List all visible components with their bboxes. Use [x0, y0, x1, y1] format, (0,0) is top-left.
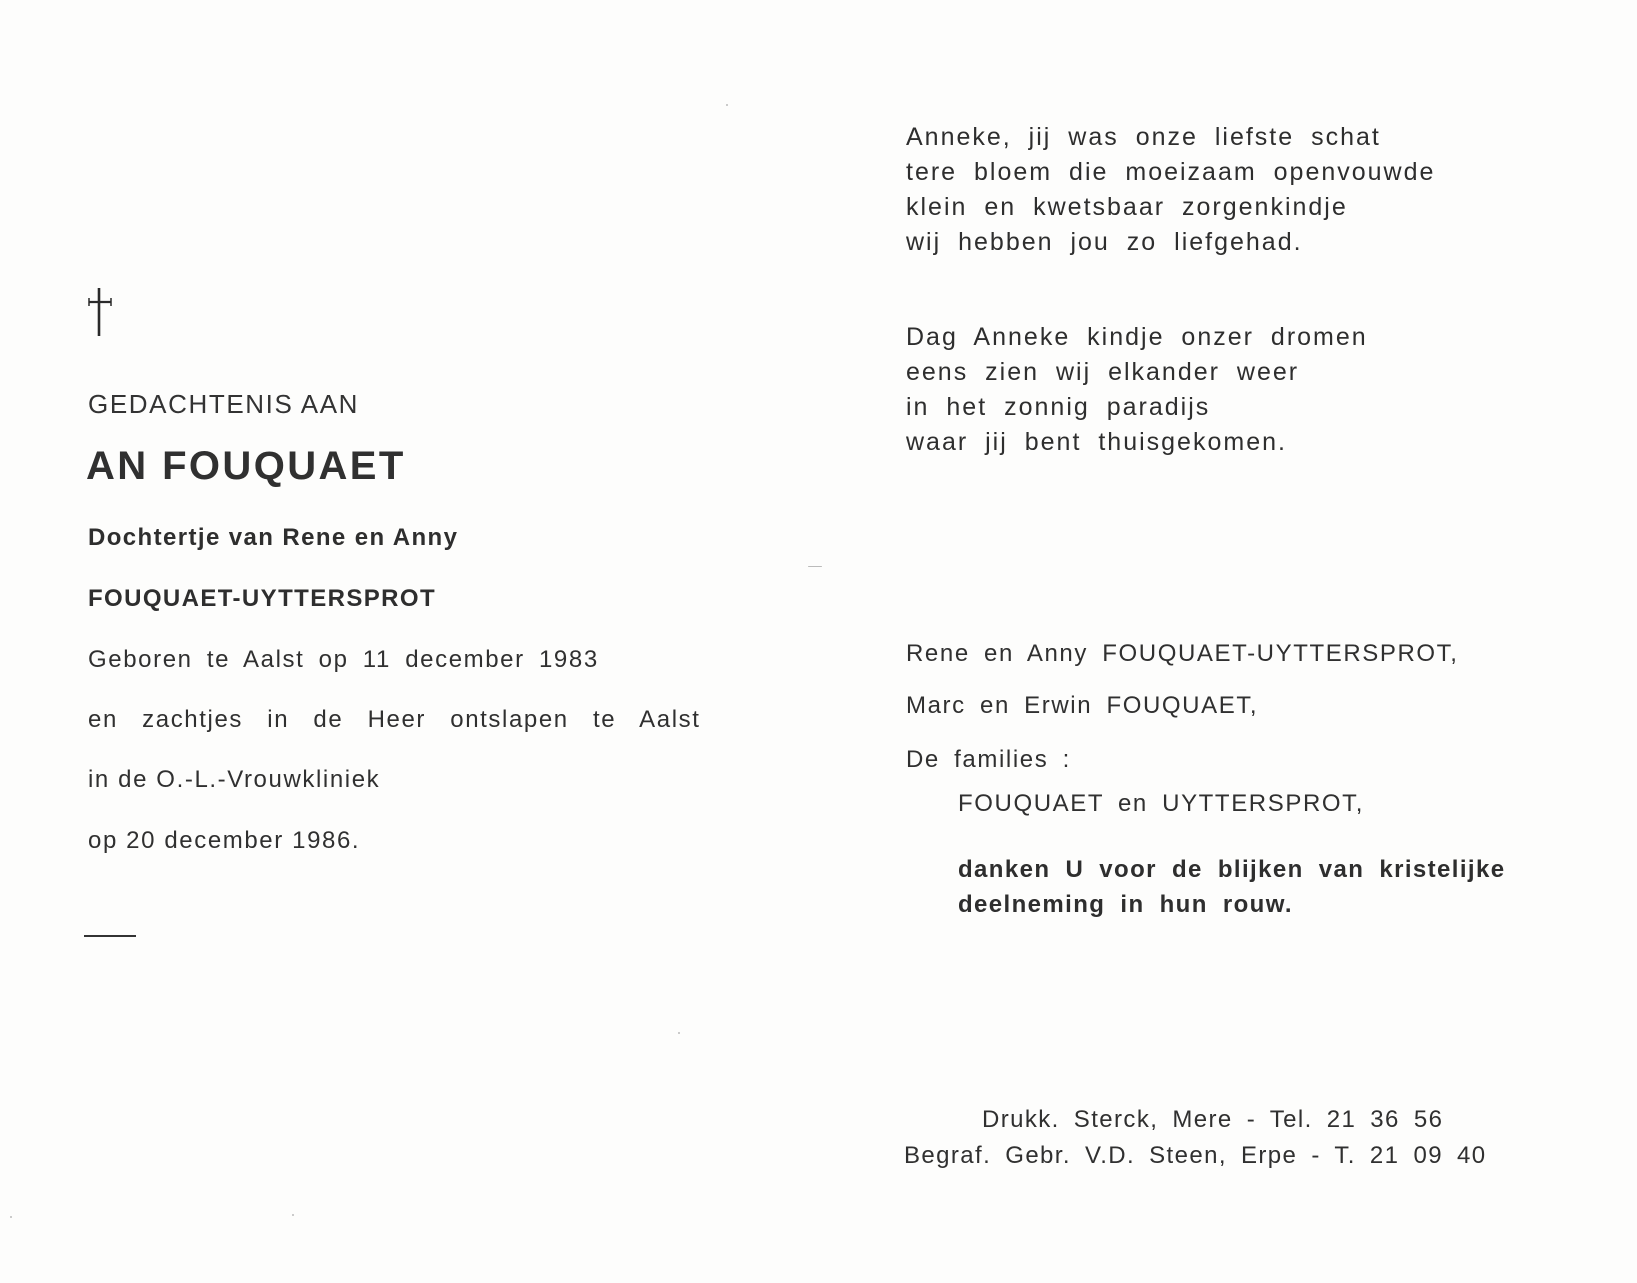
poem-line: eens zien wij elkander weer [906, 358, 1300, 386]
poem-stanza-2 [906, 320, 1368, 460]
poem-line: wij hebben jou zo liefgehad. [906, 228, 1303, 256]
place-line: in de O.-L.-Vrouwkliniek [88, 766, 381, 793]
printer-line: Drukk. Sterck, Mere - Tel. 21 36 56 [982, 1106, 1444, 1133]
paper-speck [10, 1216, 12, 1218]
thanks-line: deelneming in hun rouw. [958, 891, 1293, 918]
paper-speck [726, 104, 728, 106]
thanks-line: danken U voor de blijken van kristelijke [958, 856, 1506, 883]
undertaker-line: Begraf. Gebr. V.D. Steen, Erpe - T. 21 09 40 [904, 1142, 1487, 1169]
poem-stanza-1 [906, 120, 1435, 260]
birth-line: Geboren te Aalst op 11 december 1983 [88, 646, 599, 673]
divider-dash [84, 935, 136, 937]
paper-speck [292, 1214, 294, 1216]
family-brothers: Marc en Erwin FOUQUAET, [906, 692, 1259, 719]
families-names: FOUQUAET en UYTTERSPROT, [958, 790, 1365, 817]
paper-speck [678, 1032, 680, 1034]
poem-line: Dag Anneke kindje onzer dromen [906, 323, 1368, 351]
memorial-heading: GEDACHTENIS AAN [88, 389, 360, 419]
family-parents: Rene en Anny FOUQUAET-UYTTERSPROT, [906, 640, 1459, 667]
poem-line: klein en kwetsbaar zorgenkindje [906, 193, 1348, 221]
passing-line: en zachtjes in de Heer ontslapen te Aalst [88, 706, 701, 733]
parents-surname: FOUQUAET-UYTTERSPROT [88, 585, 437, 612]
thanks-text [958, 852, 1506, 922]
death-date-line: op 20 december 1986. [88, 827, 361, 854]
poem-line: tere bloem die moeizaam openvouwde [906, 158, 1436, 186]
poem-line: Anneke, jij was onze liefste schat [906, 123, 1381, 151]
daughter-line: Dochtertje van Rene en Anny [88, 524, 459, 551]
cross-icon [86, 286, 116, 338]
poem-line: waar jij bent thuisgekomen. [906, 428, 1287, 456]
families-label: De families : [906, 746, 1071, 773]
poem-line: in het zonnig paradijs [906, 393, 1211, 421]
paper-speck [808, 566, 822, 567]
deceased-name: AN FOUQUAET [86, 444, 406, 488]
